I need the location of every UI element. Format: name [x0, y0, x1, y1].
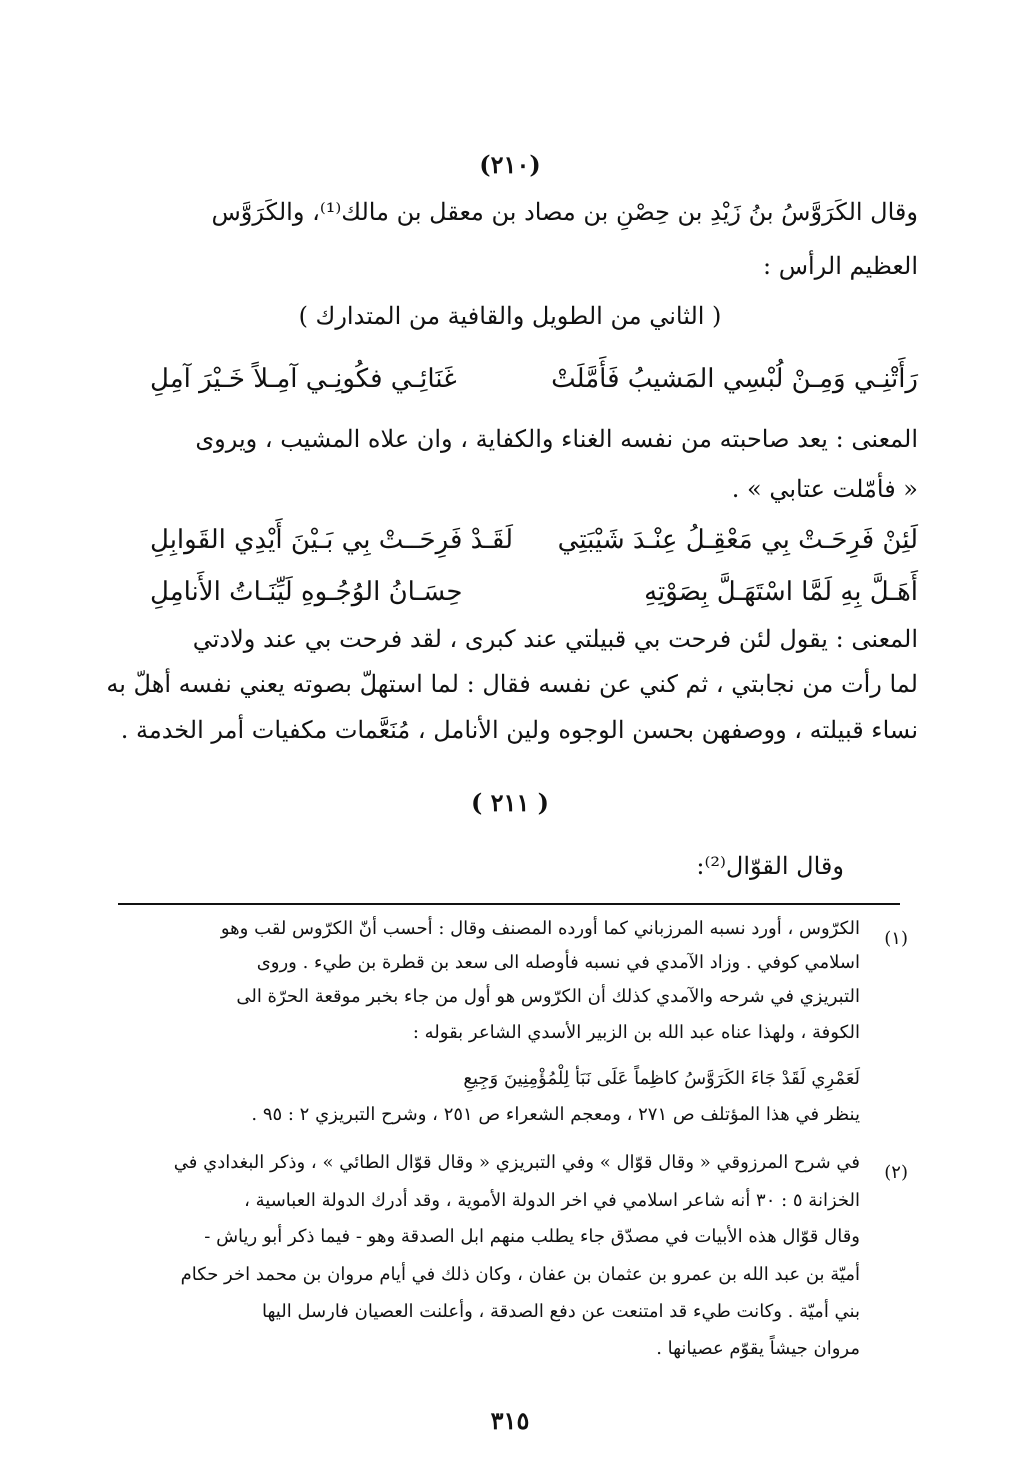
verse-3-left: حِسَـانُ الوُجُـوهِ لَيِّنَـاتُ الأَنامِلِ [150, 577, 463, 607]
verse-1-right: رَأَتْنِـي وَمِـنْ لُبْسِي المَشيبُ فَأَمَّلَتْ [551, 364, 918, 394]
verse-1-left: غَنَائِـي فكُونِـي آمِـلاً خَـيْرَ آمِلِ [150, 364, 457, 394]
section-number-211: ( ٢١١ ) [470, 788, 550, 817]
footnote-1-reference: ينظر في هذا المؤتلف ص ٢٧١ ، ومعجم الشعراء ص ٢٥١ ، وشرح التبريزي ٢ : ٩٥ . [251, 1104, 860, 1125]
meaning-1-line-2: « فأمّلت عتابي » . [731, 475, 918, 503]
footnote-2-line-2: الخزانة ٥ : ٣٠ أنه شاعر اسلامي في اخر الدولة الأموية ، وقد أدرك الدولة العباسية ، [244, 1190, 860, 1211]
meaning-2-line-3: نساء قبيلته ، ووصفهن بحسن الوجوه ولين الأنامل ، مُنَعَّمات مكفيات أمر الخدمة . [120, 716, 918, 744]
footnote-1-mark: (١) [884, 928, 908, 949]
footnote-1-verse: لَعَمْرِي لَقَدْ جَاءَ الكَرَوَّسُ كاظِماً عَلَى نَبَأ لِلْمُؤْمِنِينَ وَجِيعِ [463, 1068, 860, 1089]
intro-line-1: وقال الكَرَوَّسُ بنُ زَيْدِ بن حِصْنِ بن مصاد بن معقل بن مالك⁽¹⁾، والكَرَوَّس [211, 198, 918, 226]
footnote-2-line-6: مروان جيشاً يقوّم عصيانها . [656, 1338, 860, 1359]
page-number: ٣١٥ [490, 1406, 530, 1435]
verse-3-right: أَهَـلَّ بِهِ لَمَّا اسْتَهَـلَّ بِصَوْتِهِ [644, 577, 918, 607]
meaning-1-line-1: المعنى : يعد صاحبته من نفسه الغناء والكفاية ، وان علاه المشيب ، ويروى [195, 425, 918, 453]
verse-2-left: لَقَـدْ فَرِحَــتْ بِي بَـيْنَ أَيْدِي القَوابِلِ [150, 525, 514, 555]
meaning-2-line-2: لما رأت من نجابتي ، ثم كني عن نفسه فقال : لما استهلّ بصوته يعني نفسه أهلّ به [106, 670, 918, 698]
meaning-2-line-1: المعنى : يقول لئن فرحت بي قبيلتي عند كبرى ، لقد فرحت بي عند ولادتي [192, 625, 918, 653]
qawwal-intro: وقال القوّال⁽²⁾: [696, 852, 844, 880]
footnote-2-line-3: وقال قوّال هذه الأبيات في مصدّق جاء يطلب منهم ابل الصدقة وهو - فيما ذكر أبو رياش - [204, 1226, 860, 1247]
intro-line-2: العظيم الرأس : [763, 252, 918, 280]
footnote-1-line-4: الكوفة ، ولهذا عناه عبد الله بن الزبير الأسدي الشاعر بقوله : [412, 1022, 860, 1043]
footnote-1-line-3: التبريزي في شرحه والآمدي كذلك أن الكرّوس هو أول من جاء بخبر موقعة الحرّة الى [236, 986, 860, 1007]
verse-2-right: لَئِنْ فَرِحَـتْ بِي مَعْقِـلُ عِنْـدَ شَيْبَتِي [557, 525, 918, 555]
footnote-2-line-4: أميّة بن عبد الله بن عمرو بن عثمان بن عفان ، وكان ذلك في أيام مروان بن محمد اخر حكام [180, 1264, 860, 1285]
footnote-1-line-2: اسلامي كوفي . وزاد الآمدي في نسبه فأوصله الى سعد بن قطرة بن طيء . وروى [256, 952, 860, 973]
footnote-separator [118, 903, 900, 905]
footnote-1-line-1: الكرّوس ، أورد نسبه المرزباني كما أورده المصنف وقال : أحسب أنّ الكرّوس لقب وهو [220, 918, 860, 939]
footnote-2-line-5: بني أميّة . وكانت طيء قد امتنعت عن دفع الصدقة ، وأعلنت العصيان فارسل اليها [262, 1301, 860, 1322]
footnote-2-line-1: في شرح المرزوقي « وقال قوّال » وفي التبريزي « وقال قوّال الطائي » ، وذكر البغدادي في [173, 1152, 860, 1173]
meter-heading: ( الثاني من الطويل والقافية من المتدارك ) [298, 302, 722, 330]
section-number-210: (٢١٠) [479, 150, 541, 179]
footnote-2-mark: (٢) [884, 1162, 908, 1183]
